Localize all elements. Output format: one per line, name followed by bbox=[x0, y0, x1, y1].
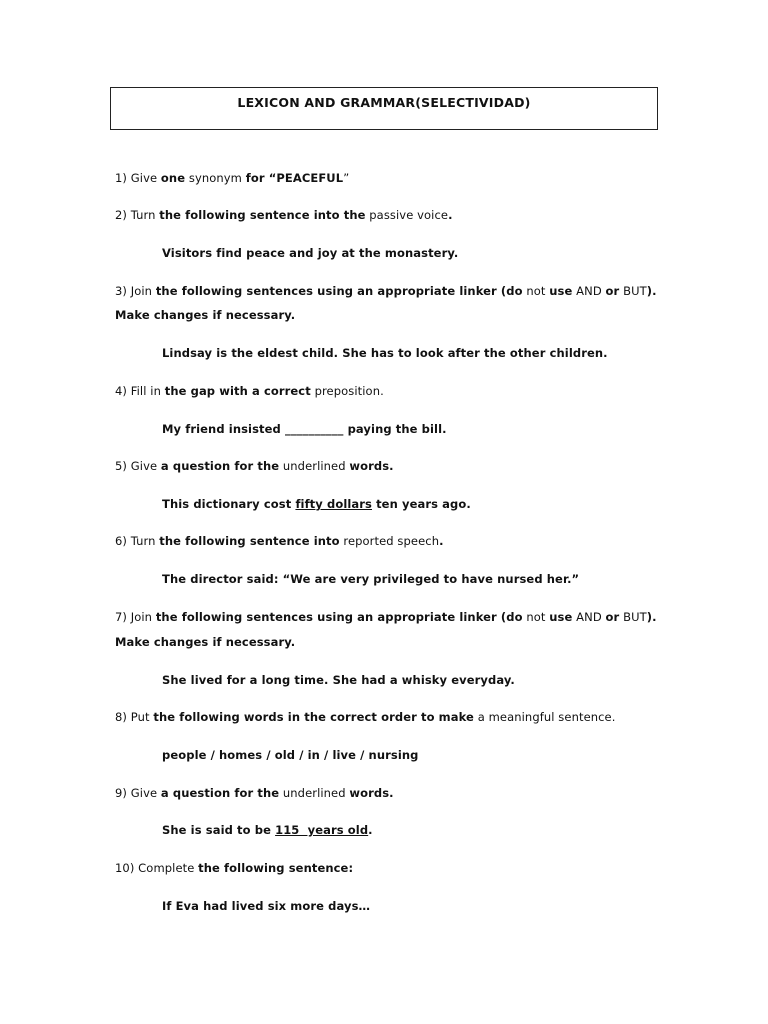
answer-gap: __________ bbox=[284, 422, 344, 436]
question-3-line-2: Make changes if necessary. bbox=[115, 308, 296, 322]
question-8-sentence: people / homes / old / in / live / nursing bbox=[162, 748, 419, 762]
question-4-sentence: My friend insisted __________ paying the bill. bbox=[162, 422, 447, 436]
question-6: 6) Turn the following sentence into reported speech. bbox=[115, 534, 444, 548]
question-4: 4) Fill in the gap with a correct preposition. bbox=[115, 384, 384, 398]
question-3: 3) Join the following sentences using an appropriate linker (do not use AND or BUT). bbox=[115, 284, 657, 298]
question-7: 7) Join the following sentences using an appropriate linker (do not use AND or BUT). bbox=[115, 610, 657, 624]
underlined-words: fifty dollars bbox=[295, 497, 372, 511]
page-title: LEXICON AND GRAMMAR(SELECTIVIDAD) bbox=[237, 95, 531, 110]
question-7-line-2: Make changes if necessary. bbox=[115, 635, 296, 649]
question-9: 9) Give a question for the underlined words. bbox=[115, 786, 394, 800]
question-2-sentence: Visitors find peace and joy at the monastery. bbox=[162, 246, 459, 260]
question-9-sentence: She is said to be 115 years old. bbox=[162, 823, 373, 837]
question-5-sentence: This dictionary cost fifty dollars ten years ago. bbox=[162, 497, 471, 511]
title-box bbox=[110, 87, 658, 130]
question-3-sentence: Lindsay is the eldest child. She has to look after the other children. bbox=[162, 346, 608, 360]
question-6-sentence: The director said: “We are very privileged to have nursed her.” bbox=[162, 572, 580, 586]
question-10-sentence: If Eva had lived six more days… bbox=[162, 899, 371, 913]
question-2: 2) Turn the following sentence into the passive voice. bbox=[115, 208, 453, 222]
question-5: 5) Give a question for the underlined words. bbox=[115, 459, 394, 473]
question-10: 10) Complete the following sentence: bbox=[115, 861, 354, 875]
question-1: 1) Give one synonym for “PEACEFUL” bbox=[115, 171, 350, 185]
question-7-sentence: She lived for a long time. She had a whisky everyday. bbox=[162, 673, 515, 687]
question-8: 8) Put the following words in the correct order to make a meaningful sentence. bbox=[115, 710, 616, 724]
underlined-words: 115 years old bbox=[275, 823, 369, 837]
